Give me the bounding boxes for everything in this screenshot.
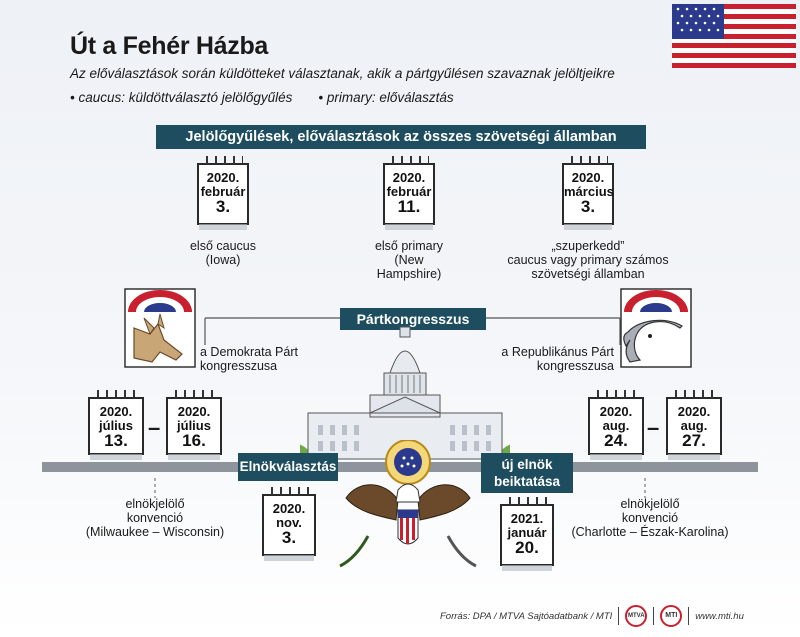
party-congress-banner: Pártkongresszus: [340, 308, 486, 330]
source-credit: Forrás: DPA / MTVA Sajtóadatbank / MTI: [440, 610, 613, 622]
label-line: a Demokrata Párt: [200, 345, 298, 359]
caption-line: (New: [394, 253, 424, 267]
label-line: kongresszusa: [536, 359, 614, 373]
caption-line: Hampshire): [376, 267, 442, 281]
calendar-month: február: [200, 184, 246, 199]
calendar-year: 2020.: [99, 404, 133, 419]
calendar-year: 2020.: [677, 404, 711, 419]
caption-line: (Milwaukee – Wisconsin): [85, 525, 225, 539]
calendar-day: 24.: [604, 431, 628, 450]
caption-line: „szuperkedd”: [551, 239, 625, 253]
calendar-rep-end: [666, 397, 722, 455]
election-banner: Elnökválasztás: [238, 453, 338, 481]
caption-line: (Iowa): [205, 253, 241, 267]
caption-line: konvenció: [621, 511, 679, 525]
calendar-year: 2020.: [599, 404, 633, 419]
caption-line: elnökjelölő: [125, 497, 185, 511]
caption-line: szövetségi államban: [531, 267, 645, 281]
calendar-day: 3.: [215, 197, 231, 216]
elephant-icon: [620, 288, 692, 368]
calendar-month: július: [99, 418, 133, 433]
dem-convention-caption: [80, 497, 230, 539]
mtva-logo: MTVA: [625, 605, 647, 627]
caption-line: (Charlotte – Észak-Karolina): [571, 525, 729, 539]
calendar-year: 2020.: [206, 170, 240, 185]
calendar-day: 20.: [515, 538, 539, 557]
footer: [440, 605, 744, 627]
label-line: a Republikánus Párt: [501, 345, 614, 359]
rep-convention-caption: [564, 497, 736, 539]
calendar-dem-end: [166, 397, 222, 455]
label-line: kongresszusa: [200, 359, 278, 373]
dem-label: [200, 345, 310, 373]
calendar-month: január: [507, 525, 547, 540]
calendar-day: 13.: [104, 431, 128, 450]
calendar-month: február: [386, 184, 432, 199]
calendar-year: 2020.: [272, 501, 306, 516]
calendar-month: aug.: [602, 418, 630, 433]
calendar-day: 3.: [281, 528, 297, 547]
great-seal-eagle-icon: [338, 440, 478, 580]
calendar-month: nov.: [276, 515, 302, 530]
calendar-inauguration: [500, 504, 554, 566]
date-range-dash: –: [148, 415, 161, 440]
primary-definition: • primary: előválasztás: [318, 90, 454, 105]
calendar-rep-start: [588, 397, 644, 455]
website-link[interactable]: www.mti.hu: [695, 610, 744, 622]
banner-line: beiktatása: [493, 474, 561, 489]
caption-line: első caucus: [189, 239, 256, 253]
date-range-dash: –: [647, 415, 660, 440]
calendar-year: 2020.: [177, 404, 211, 419]
mti-logo: MTI: [660, 605, 682, 627]
footer-divider: [653, 607, 654, 625]
calendar-month: július: [177, 418, 211, 433]
caucus-definition: • caucus: küldöttválasztó jelölőgyűlés: [70, 90, 293, 105]
calendar-day: 11.: [397, 197, 421, 216]
calendar-day: 3.: [580, 197, 596, 216]
page-title: Út a Fehér Házba: [70, 32, 269, 60]
calendar-year: 2020.: [392, 170, 426, 185]
calendar-day: 27.: [682, 431, 706, 450]
calendar-dem-start: [88, 397, 144, 455]
caption-line: első primary: [374, 239, 444, 253]
calendar-day: 16.: [182, 431, 206, 450]
caption-line: elnökjelölő: [620, 497, 680, 511]
calendar-month: március: [564, 184, 614, 199]
calendar-year: 2020.: [571, 170, 605, 185]
footer-divider: [688, 607, 689, 625]
calendar-election: [262, 494, 316, 556]
banner-line: új elnök: [501, 457, 553, 472]
footer-divider: [618, 607, 619, 625]
inauguration-banner: [481, 453, 573, 493]
donkey-icon: [124, 288, 196, 368]
primaries-banner: Jelölőgyűlések, előválasztások az összes szövetségi államban: [156, 125, 646, 149]
caption-line: caucus vagy primary számos: [507, 253, 669, 267]
calendar-year: 2021.: [510, 511, 544, 526]
subtitle: Az előválasztások során küldötteket választanak, akik a pártgyűlésen szavaznak jelöltjeikre: [70, 66, 615, 81]
calendar-month: aug.: [680, 418, 708, 433]
caption-line: konvenció: [126, 511, 184, 525]
